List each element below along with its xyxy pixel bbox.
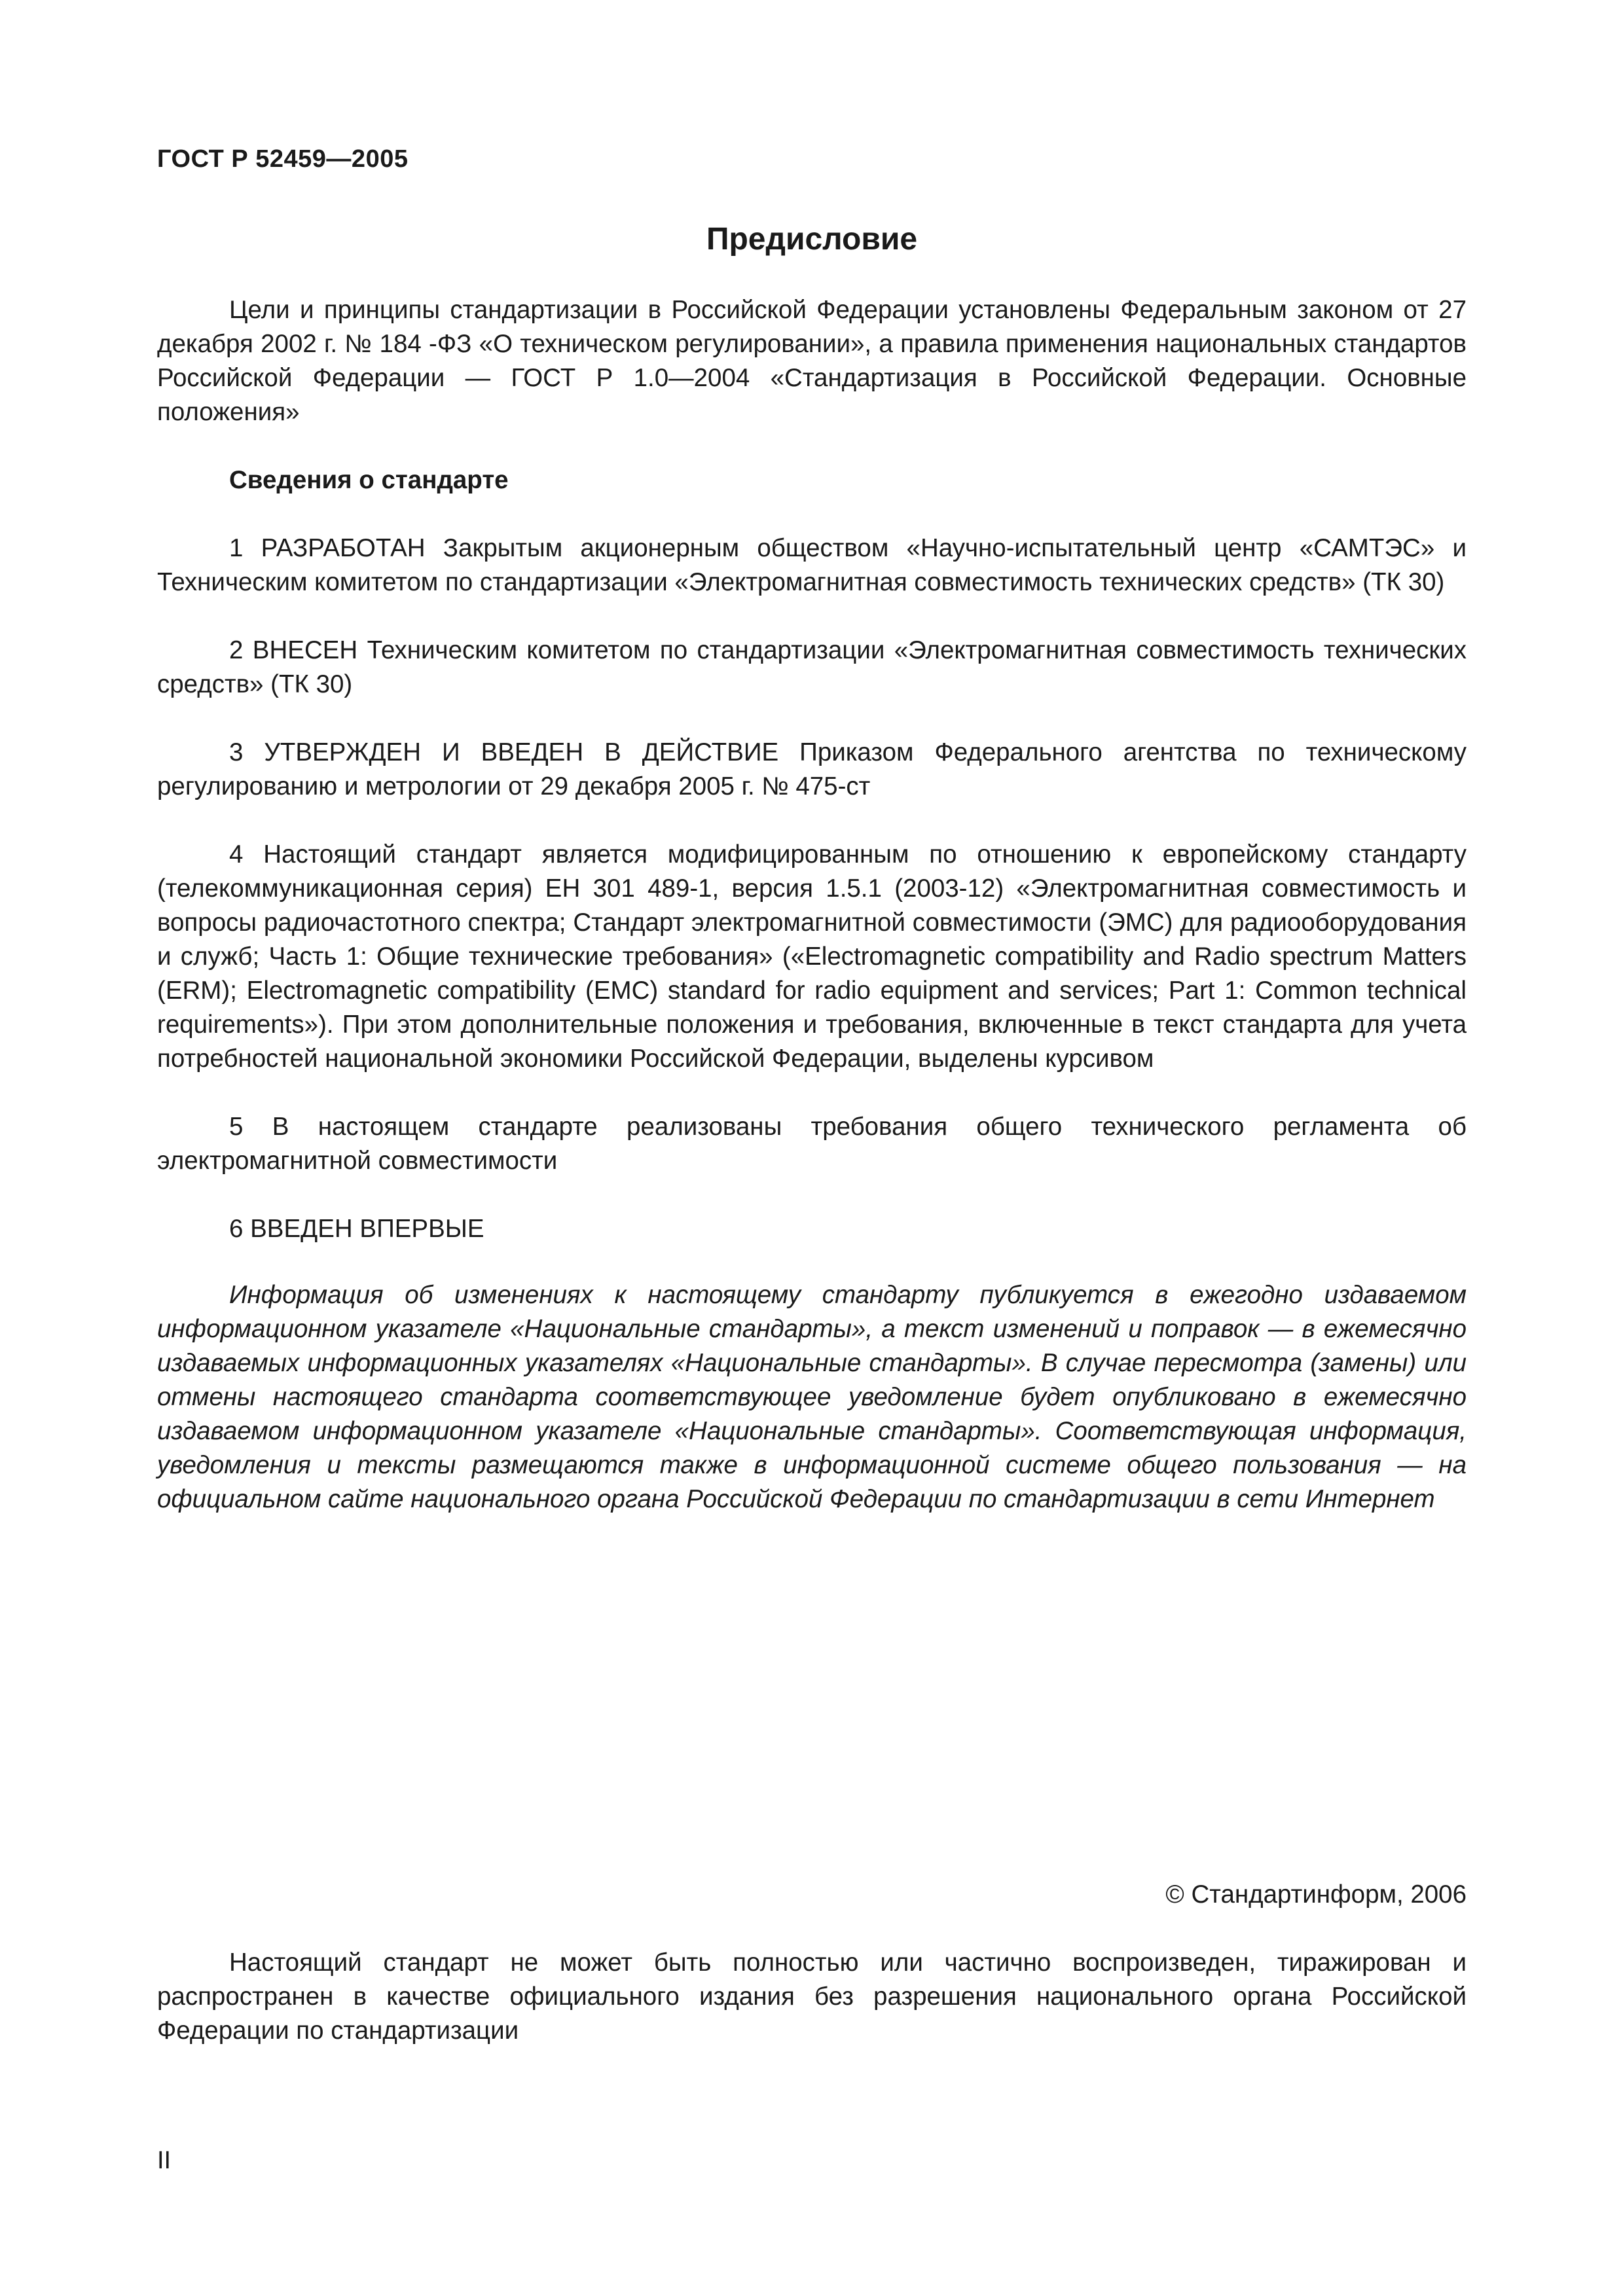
page-number: II	[157, 2147, 172, 2174]
info-item-2: 2 ВНЕСЕН Техническим комитетом по стандартизации «Электромагнитная совместимость технических средств» (ТК 30)	[157, 636, 1467, 698]
reproduction-notice	[157, 1946, 1467, 2048]
info-item-5: 5 В настоящем стандарте реализованы требования общего технического регламента об электромагнитной совместимости	[157, 1113, 1467, 1175]
info-item-6: 6 ВВЕДЕН ВПЕРВЫЕ	[229, 1215, 484, 1243]
info-item-1: 1 РАЗРАБОТАН Закрытым акционерным обществом «Научно-испытательный центр «САМТЭС» и Техническим комитетом по стандартизации «Электромагнитная совместимость технических средств» (ТК 30)	[157, 534, 1467, 596]
document-code: ГОСТ Р 52459—2005	[157, 145, 409, 173]
foreword-title: Предисловие	[706, 222, 918, 257]
info-item-4: 4 Настоящий стандарт является модифицированным по отношению к европейскому стандарту (телекоммуникационная серия) ЕН 301 489-1, версия 1.5.1 (2003-12) «Электромагнитная совместимость и вопросы радиочастотного спектра; Стандарт электромагнитной совместимости (ЭМС) для радиооборудования и служб; Часть 1: Общие технические требования» («Electromagnetic compatibility and Radio spectrum Matters (ERM); Electromagnetic compatibility (EMC) standard for radio equipment and services; Part 1: Common technical requirements»). При этом дополнительные положения и требования, включенные в текст стандарта для учета потребностей национальной экономики Российской Федерации, выделены курсивом	[157, 840, 1467, 1073]
copyright-line: © Стандартинформ, 2006	[1165, 1880, 1467, 1909]
info-item-3: 3 УТВЕРЖДЕН И ВВЕДЕН В ДЕЙСТВИЕ Приказом Федерального агентства по техническому регулированию и метрологии от 29 декабря 2005 г. № 475-ст	[157, 738, 1467, 800]
foreword-intro: Цели и принципы стандартизации в Российской Федерации установлены Федеральным законом от 27 декабря 2002 г. № 184 -ФЗ «О техническом регулировании», а правила применения национальных стандартов Российской Федерации — ГОСТ Р 1.0—2004 «Стандартизация в Российской Федерации. Основные положения»	[157, 296, 1467, 426]
standard-info-heading: Сведения о стандарте	[229, 466, 509, 494]
reproduction-notice-text: Настоящий стандарт не может быть полностью или частично воспроизведен, тиражирован и распространен в качестве официального издания без разрешения национального органа Российской Федерации по стандартизации	[157, 1948, 1467, 2045]
foreword-body	[157, 293, 1467, 1551]
changes-information: Информация об изменениях к настоящему стандарту публикуется в ежегодно издаваемом информационном указателе «Национальные стандарты», а текст изменений и поправок — в ежемесячно издаваемых информационных указателях «Национальные стандарты». В случае пересмотра (замены) или отмены настоящего стандарта соответствующее уведомление будет опубликовано в ежемесячно издаваемом информационном указателе «Национальные стандарты». Соответствующая информация, уведомления и тексты размещаются также в информационной системе общего пользования — на официальном сайте национального органа Российской Федерации по стандартизации в сети Интернет	[157, 1281, 1467, 1513]
